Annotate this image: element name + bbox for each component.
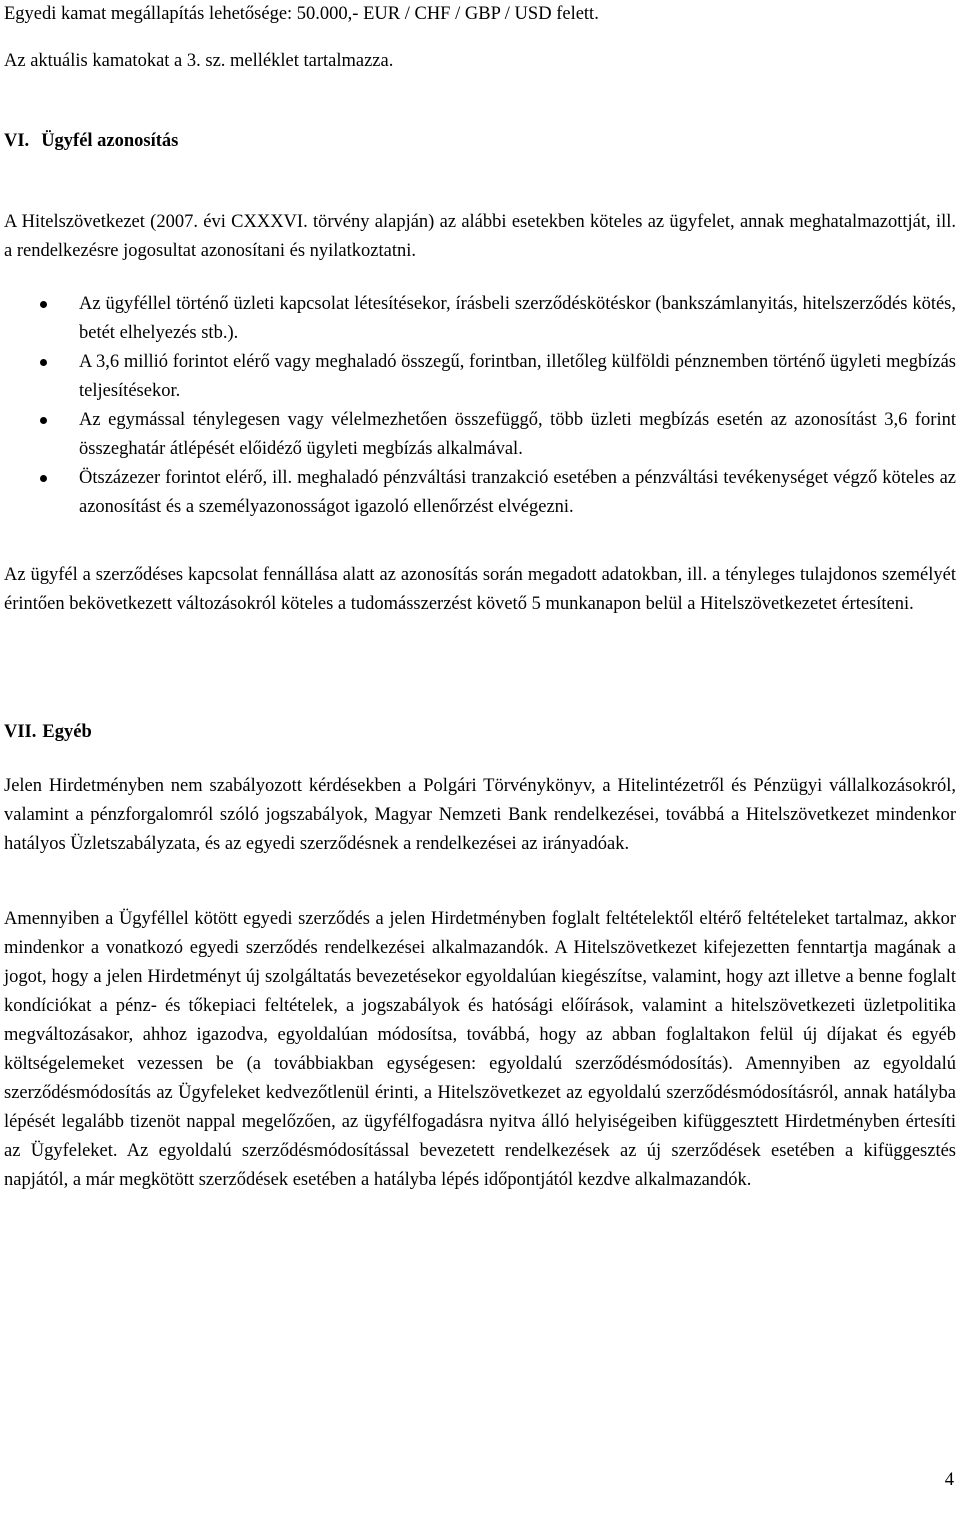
list-item <box>4 348 956 406</box>
section-6-number: VI. <box>4 131 30 151</box>
list-item <box>4 406 956 464</box>
list-item <box>4 464 956 522</box>
bullet-icon <box>40 359 47 366</box>
bullet-icon <box>40 417 47 424</box>
rate-annex-paragraph: Az aktuális kamatokat a 3. sz. melléklet tartalmazza. <box>4 51 394 71</box>
section-7-heading <box>4 718 956 747</box>
section-6-closing: Az ügyfél a szerződéses kapcsolat fennállása alatt az azonosítás során megadott adatokban, ill. a tényleges tulajdonos személyét érintően bekövetkezett változásokról köteles a tudomásszerzést követő 5 munkanapon belül a Hitelszövetkezetet értesíteni. <box>4 565 956 614</box>
list-item-text: A 3,6 millió forintot elérő vagy meghaladó összegű, forintban, illetőleg külföldi pénznemben történő ügyleti megbízás teljesítésekor. <box>79 352 956 401</box>
list-item-text: Ötszázezer forintot elérő, ill. meghaladó pénzváltási tranzakció esetében a pénzváltási tevékenységet végző köteles az azonosítást és a személyazonosságot igazoló ellenőrzést elvégezni. <box>79 468 956 517</box>
section-7-number: VII. <box>4 722 37 742</box>
section-7-paragraph-1: Jelen Hirdetményben nem szabályozott kérdésekben a Polgári Törvénykönyv, a Hitelintézetről és Pénzügyi vállalkozásokról, valamint a pénzforgalomról szóló jogszabályok, Magyar Nemzeti Bank rendelkezései, továbbá a Hitelszövetkezet mindenkor hatályos Üzletszabályzata, és az egyedi szerződésnek a rendelkezései az irányadóak. <box>4 776 956 854</box>
bullet-icon <box>40 475 47 482</box>
section-7-paragraph-2: Amennyiben a Ügyféllel kötött egyedi szerződés a jelen Hirdetményben foglalt feltételektől eltérő feltételeket tartalmaz, akkor mindenkor a vonatkozó egyedi szerződés rendelkezései alkalmazandók. A Hitelszövetkezet kifejezetten fenntartja magának a jogot, hogy a jelen Hirdetményt új szolgáltatás bevezetésekor egyoldalúan kiegészítse, valamint, hogy azt illetve a benne foglalt kondíciókat a pénz- és tőkepiaci feltételek, a jogszabályok és hatósági előírások, valamint a hitelszövetkezeti üzletpolitika megváltozásakor, ahhoz igazodva, egyoldalúan módosítsa, továbbá, hogy az abban foglaltakon felül új díjakat és egyéb költségelemeket vezessen be (a továbbiakban egységesen: egyoldalú szerződésmódosítás). Amennyiben az egyoldalú szerződésmódosítás az Ügyfeleket kedvezőtlenül érinti, a Hitelszövetkezet az egyoldalú szerződésmódosításról, annak hatályba lépését legalább tizenöt nappal megelőzően, az ügyfélfogadásra nyitva álló helyiségeiben kifüggesztett Hirdetményben értesíti az Ügyfeleket. Az egyoldalú szerződésmódosítással bevezetett rendelkezések az új szerződések esetében a kifüggesztés napjától, a már megkötött szerződések esetében a hatályba lépés időpontjától kezdve alkalmazandók. <box>4 909 956 1190</box>
list-item <box>4 290 956 348</box>
rate-note-paragraph: Egyedi kamat megállapítás lehetősége: 50.000,- EUR / CHF / GBP / USD felett. <box>4 4 599 24</box>
list-item-text: Az ügyféllel történő üzleti kapcsolat létesítésekor, írásbeli szerződéskötéskor (bankszámlanyitás, hitelszerződés kötés, betét elhelyezés stb.). <box>79 294 956 343</box>
bullet-icon <box>40 301 47 308</box>
section-7-title: Egyéb <box>42 722 92 742</box>
section-6-intro: A Hitelszövetkezet (2007. évi CXXXVI. törvény alapján) az alábbi esetekben köteles az ügyfelet, annak meghatalmazottját, ill. a rendelkezésre jogosultat azonosítani és nyilatkoztatni. <box>4 212 956 261</box>
section-6-title: Ügyfél azonosítás <box>41 131 179 151</box>
section-6-heading <box>4 127 956 156</box>
page-number: 4 <box>944 1470 954 1490</box>
identification-cases-list <box>4 290 956 522</box>
list-item-text: Az egymással ténylegesen vagy vélelmezhetően összefüggő, több üzleti megbízás esetén az azonosítást 3,6 forint összeghatár átlépését előidéző ügyleti megbízás alkalmával. <box>79 410 956 459</box>
